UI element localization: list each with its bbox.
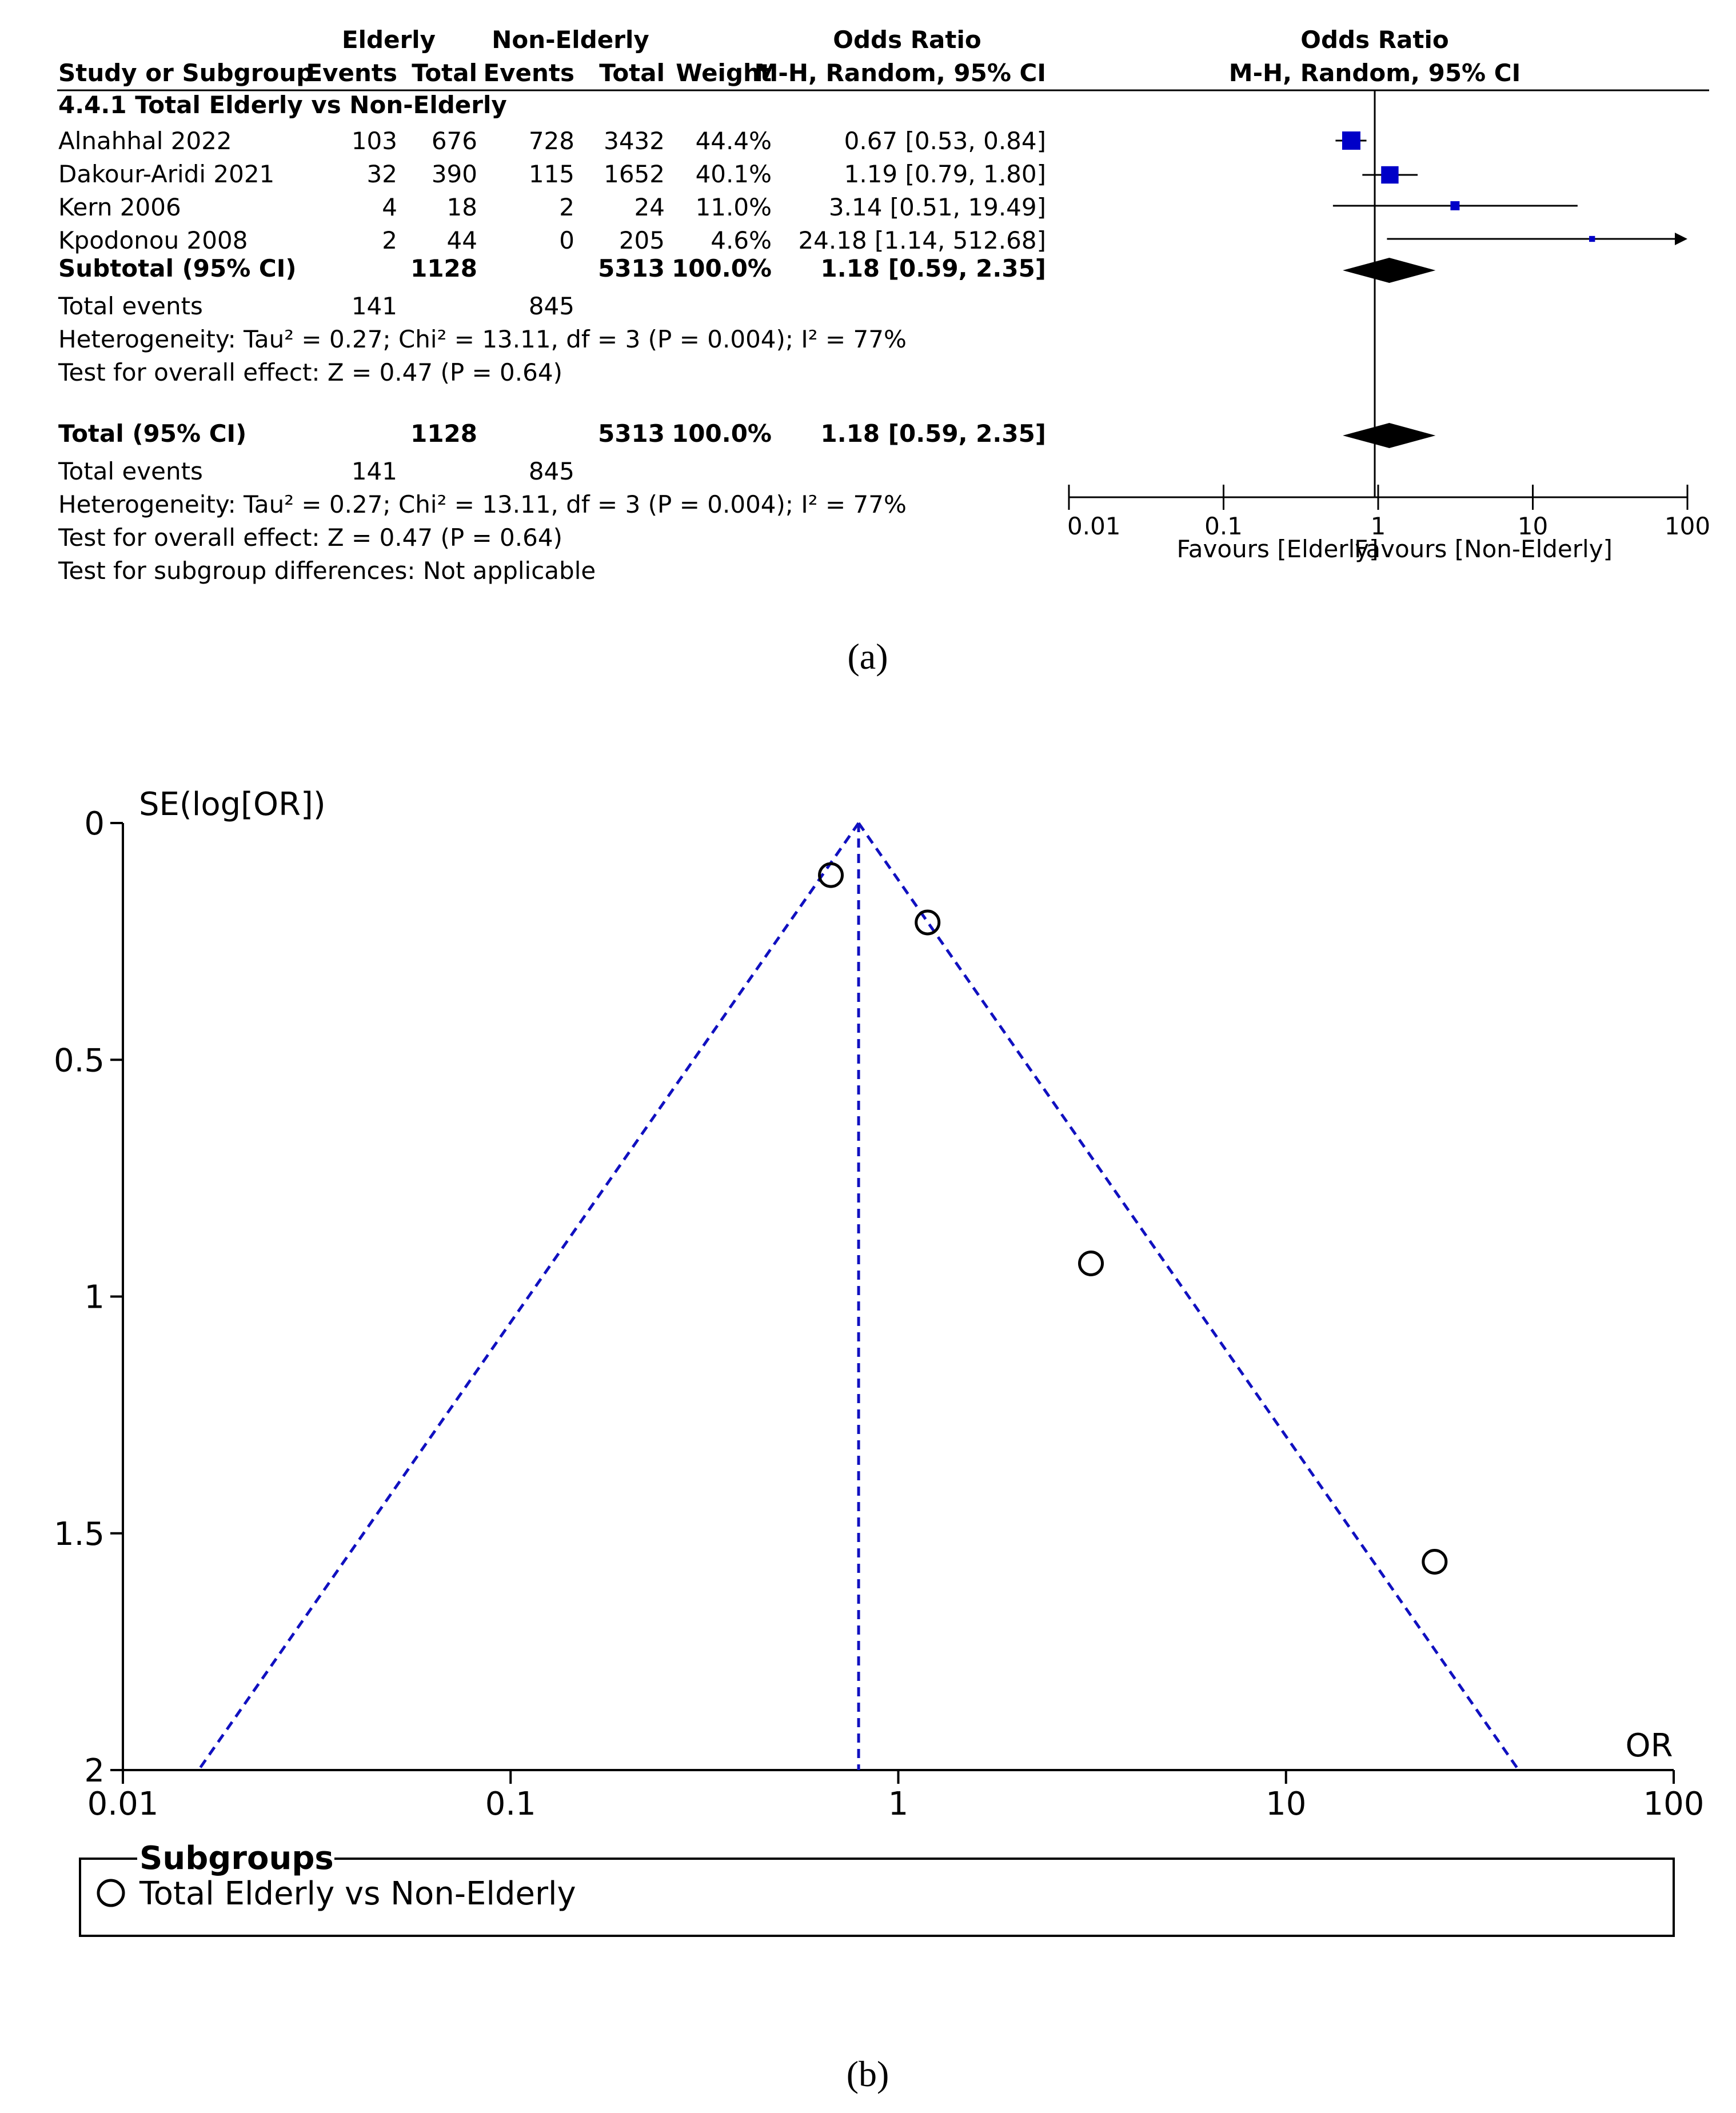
- caption-b: (b): [846, 2054, 889, 2094]
- study-row: [58, 226, 1046, 254]
- total-total-elderly: 1128: [410, 420, 477, 448]
- total-elderly: 390: [431, 160, 477, 188]
- col-header-total-non-elderly: Total: [599, 59, 665, 87]
- weight: 4.6%: [711, 226, 772, 254]
- or-ci: 24.18 [1.14, 512.68]: [798, 226, 1046, 254]
- subgroup-title: 4.4.1 Total Elderly vs Non-Elderly: [58, 91, 507, 119]
- funnel-y-label: SE(log[OR]): [139, 786, 326, 823]
- funnel-left-bound: [198, 823, 859, 1770]
- total-events-non-elderly: 845: [528, 457, 574, 485]
- forest-ticks: [1067, 485, 1710, 540]
- events-non-elderly: 2: [559, 193, 574, 221]
- events-non-elderly: 115: [528, 160, 574, 188]
- col-header-method: M-H, Random, 95% CI: [754, 59, 1046, 87]
- subtotal-or-ci: 1.18 [0.59, 2.35]: [820, 254, 1046, 282]
- funnel-point: [1423, 1550, 1446, 1573]
- header-elderly: Elderly: [341, 26, 436, 54]
- funnel-y-tick-label: 1.5: [53, 1515, 105, 1553]
- subtotal-overall-effect: Test for overall effect: Z = 0.47 (P = 0.64): [58, 358, 562, 386]
- forest-tick-label: 0.01: [1067, 512, 1121, 540]
- total-row: [58, 420, 1046, 448]
- forest-tick-label: 10: [1517, 512, 1549, 540]
- or-ci: 0.67 [0.53, 0.84]: [844, 127, 1046, 155]
- funnel-y-tick-label: 0: [84, 805, 105, 842]
- funnel-y-tick-label: 0.5: [53, 1042, 105, 1080]
- forest-ci-arrow-icon: [1675, 233, 1687, 245]
- forest-point-marker: [1589, 236, 1595, 242]
- funnel-y-tick-label: 2: [84, 1752, 105, 1790]
- favours-left-label: Favours [Elderly]: [1176, 535, 1379, 563]
- total-non-elderly: 1652: [604, 160, 665, 188]
- funnel-y-tick-label: 1: [84, 1279, 105, 1316]
- or-ci: 1.19 [0.79, 1.80]: [844, 160, 1046, 188]
- subgroup-differences: Test for subgroup differences: Not applicable: [58, 557, 596, 585]
- total-total-non-elderly: 5313: [598, 420, 665, 448]
- study-row: [58, 127, 1046, 155]
- total-weight: 100.0%: [672, 420, 772, 448]
- forest-plot: [1067, 90, 1710, 563]
- subtotal-events-non-elderly: 845: [528, 292, 574, 320]
- funnel-x-tick-label: 0.1: [485, 1786, 536, 1823]
- legend-item-label: Total Elderly vs Non-Elderly: [139, 1875, 576, 1912]
- forest-tick-label: 0.1: [1204, 512, 1243, 540]
- forest-tick-label: 100: [1664, 512, 1711, 540]
- legend-title: Subgroups: [139, 1840, 334, 1877]
- total-events-elderly: 141: [351, 457, 397, 485]
- subtotal-weight: 100.0%: [672, 254, 772, 282]
- forest-point-marker: [1342, 131, 1360, 150]
- funnel-x-tick-label: 10: [1266, 1786, 1307, 1823]
- header-non-elderly: Non-Elderly: [492, 26, 649, 54]
- events-elderly: 2: [382, 226, 397, 254]
- col-header-events-non-elderly: Events: [483, 59, 574, 87]
- total-events-label: Total events: [58, 457, 203, 485]
- funnel-x-tick-label: 1: [888, 1786, 909, 1823]
- funnel-point: [1080, 1252, 1103, 1275]
- events-elderly: 4: [382, 193, 397, 221]
- col-header-events-elderly: Events: [306, 59, 397, 87]
- funnel-right-bound: [859, 823, 1519, 1770]
- caption-a: (a): [847, 636, 888, 677]
- subtotal-events-elderly: 141: [351, 292, 397, 320]
- weight: 40.1%: [695, 160, 772, 188]
- total-label: Total (95% CI): [58, 420, 247, 448]
- weight: 11.0%: [695, 193, 772, 221]
- events-elderly: 103: [351, 127, 397, 155]
- col-header-total-elderly: Total: [412, 59, 477, 87]
- header-odds-ratio: Odds Ratio: [833, 26, 981, 54]
- or-ci: 3.14 [0.51, 19.49]: [828, 193, 1046, 221]
- total-elderly: 44: [446, 226, 477, 254]
- funnel-x-label: OR: [1625, 1727, 1673, 1764]
- col-header-method-plot: M-H, Random, 95% CI: [1228, 59, 1521, 87]
- subtotal-total-non-elderly: 5313: [598, 254, 665, 282]
- total-non-elderly: 205: [618, 226, 665, 254]
- subtotal-label: Subtotal (95% CI): [58, 254, 297, 282]
- forest-table: [57, 26, 1709, 585]
- forest-tick-label: 1: [1370, 512, 1386, 540]
- funnel-x-tick-label: 0.01: [87, 1786, 159, 1823]
- total-elderly: 18: [446, 193, 477, 221]
- header-odds-ratio-plot: Odds Ratio: [1300, 26, 1449, 54]
- total-non-elderly: 3432: [604, 127, 665, 155]
- favours-right-label: Favours [Non-Elderly]: [1354, 535, 1613, 563]
- subtotal-events-label: Total events: [58, 292, 203, 320]
- subtotal-heterogeneity: Heterogeneity: Tau² = 0.27; Chi² = 13.11, df = 3 (P = 0.004); I² = 77%: [58, 325, 907, 353]
- funnel-legend: [80, 1840, 1674, 1936]
- total-overall-effect: Test for overall effect: Z = 0.47 (P = 0.64): [58, 524, 562, 552]
- funnel-y-ticks: [54, 805, 123, 1790]
- subtotal-row: [58, 254, 1046, 282]
- total-elderly: 676: [431, 127, 477, 155]
- study-row: [58, 193, 1046, 221]
- forest-marks: [1333, 131, 1687, 448]
- events-elderly: 32: [366, 160, 397, 188]
- study-row: [58, 160, 1046, 188]
- forest-total-diamond: [1343, 423, 1435, 448]
- study-name: Kern 2006: [58, 193, 181, 221]
- legend-marker-icon: [98, 1880, 123, 1906]
- col-header-study: Study or Subgroup: [58, 59, 314, 87]
- total-heterogeneity: Heterogeneity: Tau² = 0.27; Chi² = 13.11, df = 3 (P = 0.004); I² = 77%: [58, 490, 907, 518]
- funnel-x-ticks: [87, 1770, 1705, 1823]
- events-non-elderly: 0: [559, 226, 574, 254]
- funnel-point: [916, 911, 939, 934]
- funnel-plot: [54, 786, 1705, 1936]
- study-name: Dakour-Aridi 2021: [58, 160, 275, 188]
- total-non-elderly: 24: [634, 193, 665, 221]
- forest-point-marker: [1381, 166, 1398, 183]
- subtotal-total-elderly: 1128: [410, 254, 477, 282]
- study-name: Alnahhal 2022: [58, 127, 232, 155]
- funnel-x-tick-label: 100: [1643, 1786, 1705, 1823]
- forest-subtotal-diamond: [1343, 258, 1435, 283]
- weight: 44.4%: [695, 127, 772, 155]
- funnel-lines: [198, 823, 1518, 1770]
- events-non-elderly: 728: [528, 127, 574, 155]
- total-or-ci: 1.18 [0.59, 2.35]: [820, 420, 1046, 448]
- col-header-weight: Weight: [676, 59, 772, 87]
- forest-point-marker: [1450, 201, 1459, 210]
- study-name: Kpodonou 2008: [58, 226, 248, 254]
